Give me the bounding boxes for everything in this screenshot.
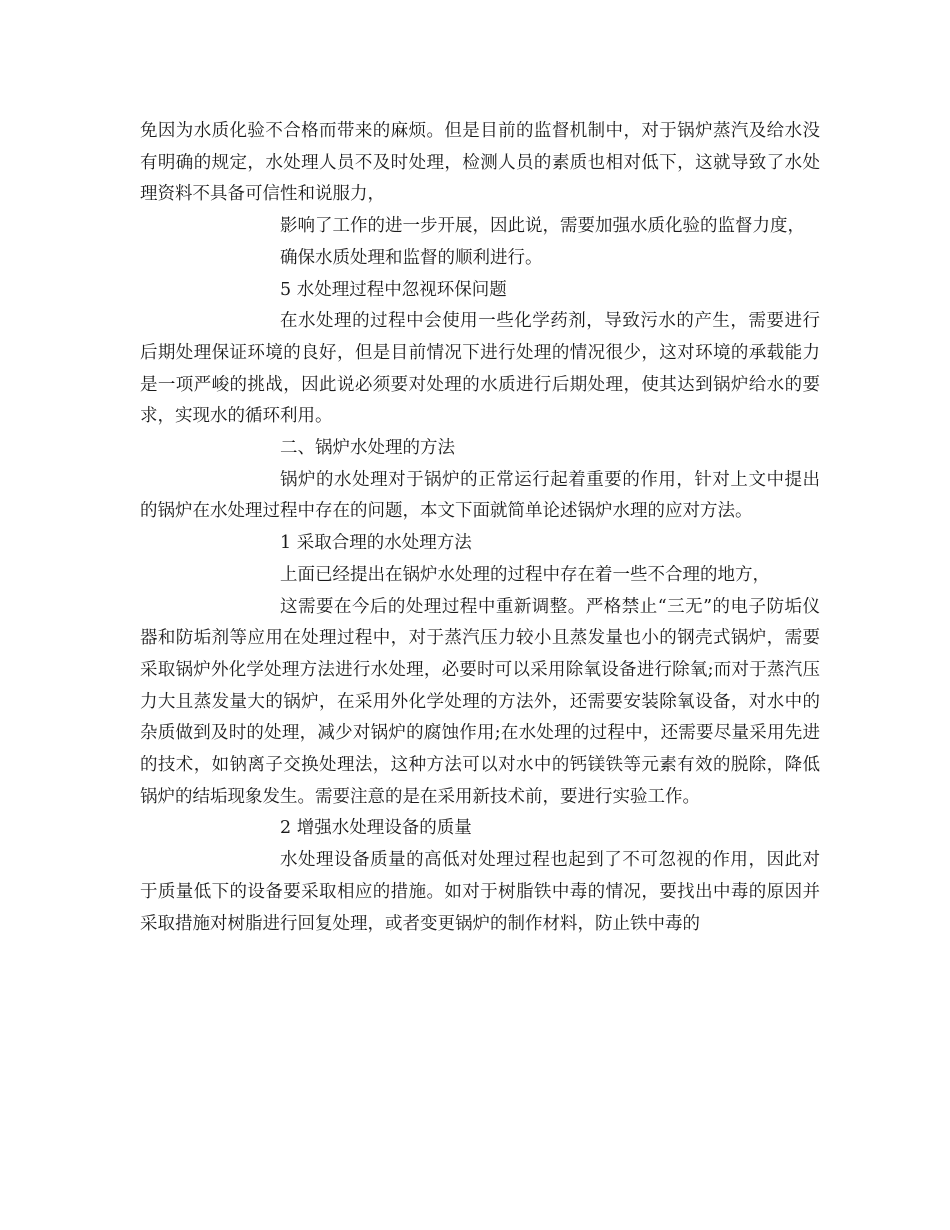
paragraph: 影响了工作的进一步开展，因此说，需要加强水质化验的监督力度， — [280, 216, 805, 237]
paragraph: 上面已经提出在锅炉水处理的过程中存在着一些不合理的地方， — [280, 564, 770, 585]
section-heading: 1 采取合理的水处理方法 — [280, 533, 472, 554]
section-heading: 二、锅炉水处理的方法 — [280, 438, 455, 459]
paragraph: 锅炉的水处理对于锅炉的正常运行起着重要的作用，针对上文中提出的锅炉在水处理过程中存在的问题，本文下面就简单论述锅炉水理的应对方法。 — [140, 469, 820, 522]
paragraph: 水处理设备质量的高低对处理过程也起到了不可忽视的作用，因此对于质量低下的设备要采取相应的措施。如对于树脂铁中毒的情况，要找出中毒的原因并采取措施对树脂进行回复处理，或者变更锅炉的制作材料，防止铁中毒的 — [140, 850, 820, 934]
paragraph: 这需要在今后的处理过程中重新调整。严格禁止“三无”的电子防垢仪器和防垢剂等应用在处理过程中，对于蒸汽压力较小且蒸发量也小的钢壳式锅炉，需要采取锅炉外化学处理方法进行水处理，必要时可以采用除氧设备进行除氧;而对于蒸汽压力大且蒸发量大的锅炉，在采用外化学处理的方法外，还需要安装除氧设备，对水中的杂质做到及时的处理，减少对锅炉的腐蚀作用;在水处理的过程中，还需要尽量采用先进的技术，如钠离子交换处理法，这种方法可以对水中的钙镁铁等元素有效的脱除，降低锅炉的结垢现象发生。需要注意的是在采用新技术前，要进行实验工作。 — [140, 596, 820, 807]
document-body — [140, 116, 820, 940]
section-heading: 2 增强水处理设备的质量 — [280, 818, 472, 839]
paragraph: 确保水质处理和监督的顺利进行。 — [280, 247, 543, 268]
paragraph: 免因为水质化验不合格而带来的麻烦。但是目前的监督机制中，对于锅炉蒸汽及给水没有明确的规定，水处理人员不及时处理，检测人员的素质也相对低下，这就导致了水处理资料不具备可信性和说服力， — [140, 121, 820, 205]
section-heading: 5 水处理过程中忽视环保问题 — [280, 279, 507, 300]
paragraph: 在水处理的过程中会使用一些化学药剂，导致污水的产生，需要进行后期处理保证环境的良好，但是目前情况下进行处理的情况很少，这对环境的承载能力是一项严峻的挑战，因此说必须要对处理的水质进行后期处理，使其达到锅炉给水的要求，实现水的循环利用。 — [140, 311, 820, 427]
